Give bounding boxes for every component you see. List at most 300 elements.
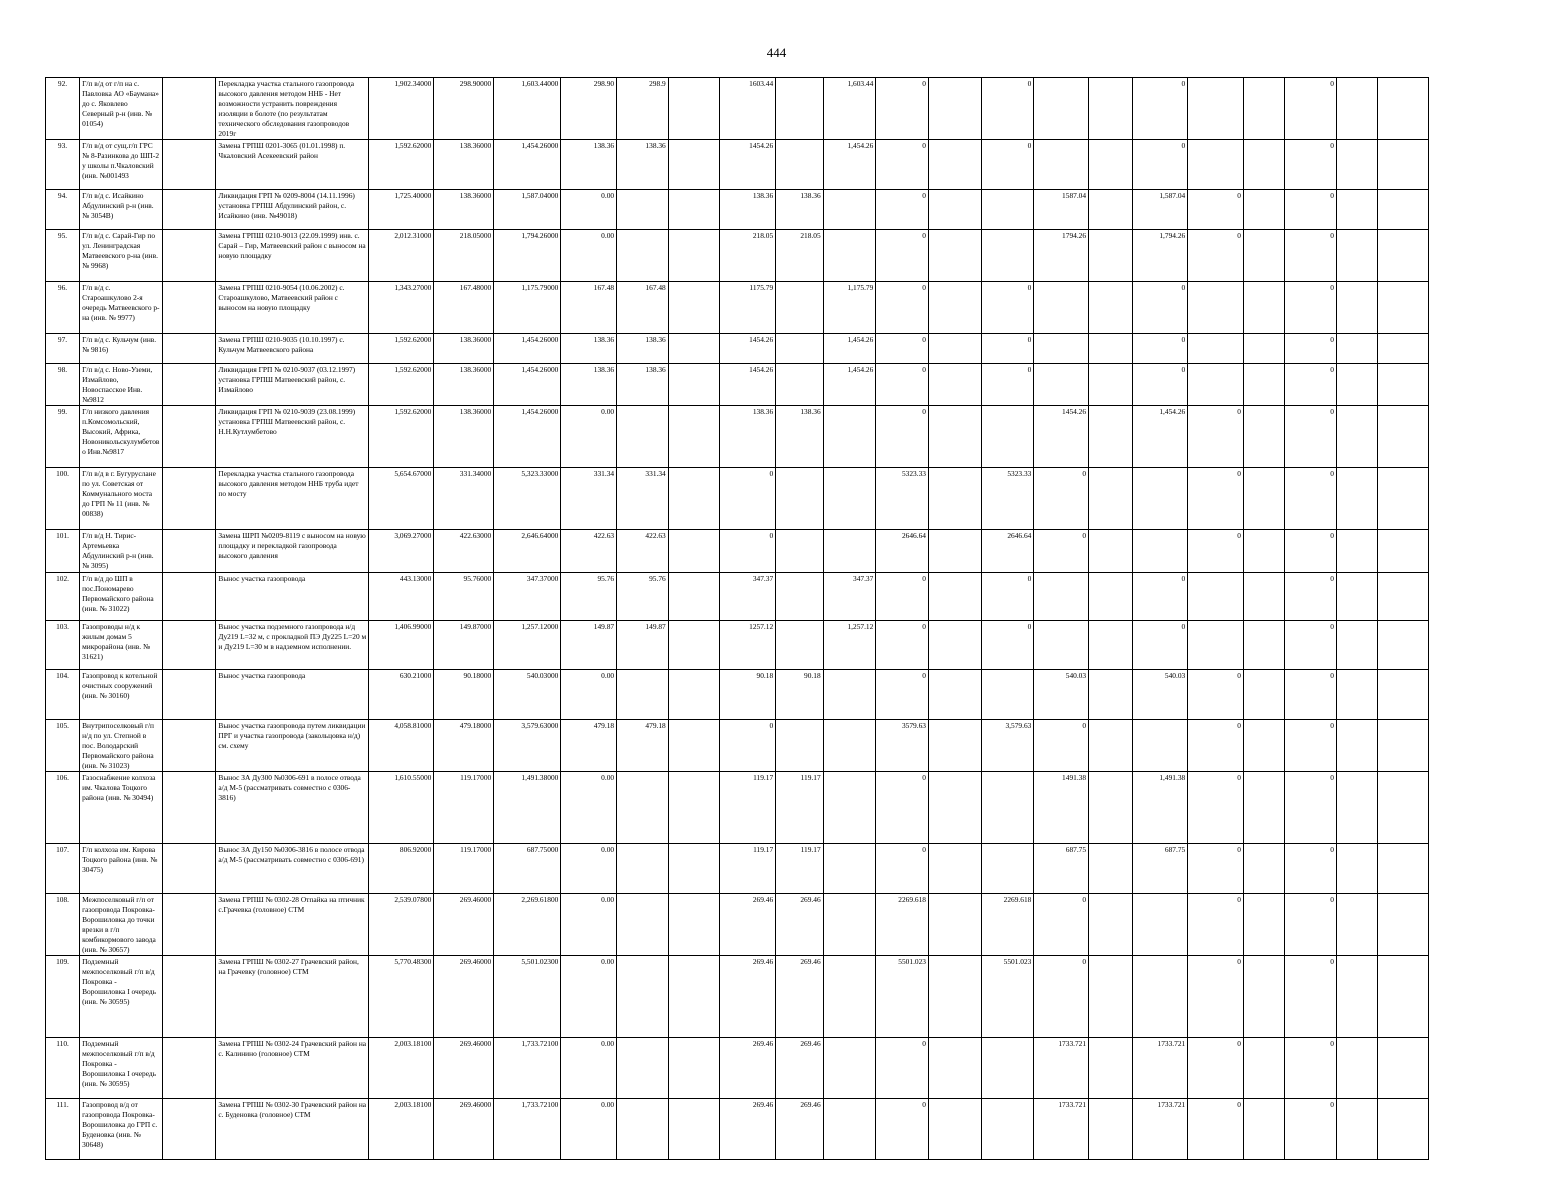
value-cell: 1,491.38: [1133, 772, 1188, 844]
value-cell: 0: [1285, 406, 1337, 468]
table-row: [46, 720, 1429, 772]
value-cell: [1089, 844, 1133, 894]
value-cell: 1,454.26000: [494, 364, 561, 406]
value-cell: [1336, 230, 1377, 282]
value-cell: 1454.26: [720, 334, 776, 364]
measure-cell: Замена ГРПШ 0210-9035 (10.10.1997) с. Кульчум Матвеевского района: [216, 334, 369, 364]
value-cell: 0.00: [561, 956, 617, 1038]
value-cell: [1243, 1038, 1284, 1099]
value-cell: 138.36: [776, 406, 824, 468]
value-cell: 1,454.26: [823, 334, 876, 364]
value-cell: 138.36: [776, 190, 824, 230]
value-cell: 2646.64: [981, 530, 1034, 573]
value-cell: 0: [876, 364, 929, 406]
value-cell: 0.00: [561, 844, 617, 894]
value-cell: [1243, 468, 1284, 530]
value-cell: [1378, 1099, 1429, 1160]
row-number-cell: 92.: [46, 78, 80, 140]
value-cell: [1188, 573, 1244, 621]
value-cell: [162, 190, 216, 230]
value-cell: [929, 364, 982, 406]
value-cell: 1,587.04000: [494, 190, 561, 230]
row-number-cell: 94.: [46, 190, 80, 230]
measure-cell: Ликвидация ГРП № 0210-9039 (23.08.1999) установка ГРПШ Матвеевский район, с. Н.Н.Кутлумбетово: [216, 406, 369, 468]
value-cell: 149.87: [617, 621, 669, 670]
value-cell: [162, 956, 216, 1038]
value-cell: [1089, 530, 1133, 573]
table-row: [46, 78, 1429, 140]
value-cell: 0: [981, 78, 1034, 140]
value-cell: [823, 1038, 876, 1099]
value-cell: [162, 530, 216, 573]
table-row: [46, 956, 1429, 1038]
row-number-cell: 95.: [46, 230, 80, 282]
value-cell: 1,175.79: [823, 282, 876, 334]
value-cell: 5,323.33000: [494, 468, 561, 530]
value-cell: 0: [1188, 230, 1244, 282]
value-cell: [1089, 720, 1133, 772]
object-name-cell: Межпоселковый г/п от газопровода Покровка-Ворошиловка до точки врезки в г/п комбикормового завода (инв. № 30657): [80, 894, 163, 956]
value-cell: 1733.721: [1034, 1099, 1089, 1160]
value-cell: [1089, 406, 1133, 468]
value-cell: [668, 720, 720, 772]
value-cell: [823, 670, 876, 720]
value-cell: [929, 844, 982, 894]
value-cell: 2,003.18100: [369, 1099, 434, 1160]
row-number-cell: 93.: [46, 140, 80, 190]
value-cell: 269.46: [776, 894, 824, 956]
value-cell: 687.75000: [494, 844, 561, 894]
value-cell: 0: [876, 1038, 929, 1099]
measure-cell: Перекладка участка стального газопровода высокого давления методом ННБ труба идет по мосту: [216, 468, 369, 530]
value-cell: [668, 844, 720, 894]
value-cell: 0: [1188, 190, 1244, 230]
value-cell: [1089, 468, 1133, 530]
value-cell: 0: [1133, 78, 1188, 140]
value-cell: [776, 468, 824, 530]
value-cell: [981, 406, 1034, 468]
value-cell: [1089, 573, 1133, 621]
value-cell: [823, 772, 876, 844]
value-cell: [1089, 364, 1133, 406]
value-cell: 1,733.72100: [494, 1038, 561, 1099]
value-cell: [1378, 670, 1429, 720]
value-cell: 0: [1188, 772, 1244, 844]
value-cell: 0: [876, 140, 929, 190]
value-cell: 138.36000: [434, 334, 494, 364]
value-cell: [162, 406, 216, 468]
value-cell: 0: [981, 621, 1034, 670]
value-cell: 479.18000: [434, 720, 494, 772]
value-cell: 3,069.27000: [369, 530, 434, 573]
object-name-cell: Г/п в/д с. Исайкино Абдулинский р-н (инв. № 3054В): [80, 190, 163, 230]
value-cell: 0: [876, 844, 929, 894]
value-cell: [1378, 230, 1429, 282]
value-cell: [1089, 334, 1133, 364]
value-cell: [929, 956, 982, 1038]
measure-cell: Ликвидация ГРП № 0209-8004 (14.11.1996) установка ГРПШ Абдулинский район, с. Исайкино (инв. №49018): [216, 190, 369, 230]
row-number-cell: 108.: [46, 894, 80, 956]
value-cell: [1336, 894, 1377, 956]
value-cell: [1378, 573, 1429, 621]
value-cell: [668, 956, 720, 1038]
value-cell: [617, 406, 669, 468]
value-cell: [823, 844, 876, 894]
value-cell: [1378, 190, 1429, 230]
value-cell: 0: [1285, 334, 1337, 364]
value-cell: [1133, 530, 1188, 573]
value-cell: 5323.33: [876, 468, 929, 530]
object-name-cell: Г/п в/д от г/п на с. Павловка АО «Баумана» до с. Яковлево Северный р-н (инв. № 01054): [80, 78, 163, 140]
value-cell: [162, 1099, 216, 1160]
value-cell: [1243, 406, 1284, 468]
value-cell: 269.46000: [434, 956, 494, 1038]
value-cell: 119.17: [720, 772, 776, 844]
value-cell: 90.18: [720, 670, 776, 720]
value-cell: [1378, 468, 1429, 530]
value-cell: 119.17000: [434, 772, 494, 844]
value-cell: [1034, 282, 1089, 334]
table-row: [46, 894, 1429, 956]
value-cell: 0: [981, 364, 1034, 406]
value-cell: 331.34000: [434, 468, 494, 530]
value-cell: [823, 894, 876, 956]
value-cell: 167.48000: [434, 282, 494, 334]
value-cell: [776, 282, 824, 334]
value-cell: 0: [876, 78, 929, 140]
value-cell: [1336, 772, 1377, 844]
value-cell: [776, 530, 824, 573]
value-cell: 119.17: [720, 844, 776, 894]
value-cell: [1243, 364, 1284, 406]
value-cell: 0: [1285, 468, 1337, 530]
row-number-cell: 98.: [46, 364, 80, 406]
value-cell: 90.18000: [434, 670, 494, 720]
value-cell: [929, 190, 982, 230]
value-cell: 1,587.04: [1133, 190, 1188, 230]
value-cell: [1243, 282, 1284, 334]
value-cell: 1,603.44: [823, 78, 876, 140]
value-cell: 2,539.07800: [369, 894, 434, 956]
value-cell: 1,175.79000: [494, 282, 561, 334]
row-number-cell: 99.: [46, 406, 80, 468]
value-cell: 1,454.26: [823, 364, 876, 406]
value-cell: [776, 334, 824, 364]
measure-cell: Замена ГРПШ 0201-3065 (01.01.1998) п. Чкаловский Асекеевский район: [216, 140, 369, 190]
value-cell: 0: [1188, 670, 1244, 720]
value-cell: [1243, 573, 1284, 621]
value-cell: [823, 406, 876, 468]
value-cell: 5501.023: [876, 956, 929, 1038]
value-cell: [617, 772, 669, 844]
value-cell: 0.00: [561, 190, 617, 230]
table-row: [46, 406, 1429, 468]
value-cell: 298.9: [617, 78, 669, 140]
value-cell: 1,454.26: [823, 140, 876, 190]
value-cell: [1378, 334, 1429, 364]
value-cell: 1733.721: [1034, 1038, 1089, 1099]
value-cell: [1378, 1038, 1429, 1099]
object-name-cell: Подземный межпоселковый г/п в/д Покровка - Ворошиловка I очередь (инв. № 30595): [80, 956, 163, 1038]
value-cell: [1378, 78, 1429, 140]
value-cell: 119.17000: [434, 844, 494, 894]
value-cell: [776, 140, 824, 190]
value-cell: [1089, 190, 1133, 230]
value-cell: 1733.721: [1133, 1099, 1188, 1160]
value-cell: [1133, 468, 1188, 530]
object-name-cell: Г/п колхоза им. Кирова Тоцкого района (инв. № 30475): [80, 844, 163, 894]
value-cell: [668, 468, 720, 530]
value-cell: [929, 230, 982, 282]
value-cell: [1336, 956, 1377, 1038]
value-cell: [162, 364, 216, 406]
value-cell: 1,454.26000: [494, 140, 561, 190]
value-cell: [162, 140, 216, 190]
value-cell: 0: [1034, 468, 1089, 530]
value-cell: 1,454.26000: [494, 334, 561, 364]
value-cell: 0: [876, 1099, 929, 1160]
value-cell: [1089, 621, 1133, 670]
value-cell: 331.34: [561, 468, 617, 530]
row-number-cell: 96.: [46, 282, 80, 334]
value-cell: [776, 78, 824, 140]
value-cell: 0: [876, 334, 929, 364]
value-cell: 1491.38: [1034, 772, 1089, 844]
value-cell: [1089, 230, 1133, 282]
table-row: [46, 530, 1429, 573]
row-number-cell: 110.: [46, 1038, 80, 1099]
value-cell: [1336, 334, 1377, 364]
value-cell: [1089, 1099, 1133, 1160]
value-cell: 1,592.62000: [369, 334, 434, 364]
measure-cell: Замена ГРПШ 0210-9054 (10.06.2002) с. Староашкулово, Матвеевский район с выносом на новую площадку: [216, 282, 369, 334]
value-cell: 1587.04: [1034, 190, 1089, 230]
value-cell: 0: [1133, 282, 1188, 334]
value-cell: 0.00: [561, 772, 617, 844]
value-cell: [1243, 1099, 1284, 1160]
value-cell: 0: [1285, 772, 1337, 844]
value-cell: 0: [876, 230, 929, 282]
value-cell: 138.36000: [434, 140, 494, 190]
value-cell: [823, 468, 876, 530]
value-cell: [929, 720, 982, 772]
value-cell: [1034, 364, 1089, 406]
object-name-cell: Внутрипоселковый г/п н/д по ул. Степной в пос. Володарский Первомайского района (инв. № 31023): [80, 720, 163, 772]
value-cell: 149.87: [561, 621, 617, 670]
value-cell: [981, 1099, 1034, 1160]
value-cell: 1,603.44000: [494, 78, 561, 140]
measure-cell: Вынос участка подземного газопровода н/д Ду219 L=32 м, с прокладкой ПЭ Ду225 L=20 м и Ду219 L=30 м в надземном исполнении.: [216, 621, 369, 670]
value-cell: 0: [1285, 230, 1337, 282]
value-cell: 0: [1285, 282, 1337, 334]
value-cell: 1,406.99000: [369, 621, 434, 670]
value-cell: 0: [876, 621, 929, 670]
value-cell: [668, 78, 720, 140]
value-cell: [1378, 282, 1429, 334]
object-name-cell: Г/п в/д с. Сарай-Гир по ул. Ленинградская Матвеевского р-на (инв. № 9968): [80, 230, 163, 282]
object-name-cell: Г/п в/д с. Староашкулово 2-я очередь Матвеевского р-на (инв. № 9977): [80, 282, 163, 334]
object-name-cell: Г/п в/д от сущ.г/п ГРС № 8-Разинкова до ШП-2 у школы п.Чкаловский (инв. №001493: [80, 140, 163, 190]
row-number-cell: 101.: [46, 530, 80, 573]
row-number-cell: 97.: [46, 334, 80, 364]
table-row: [46, 772, 1429, 844]
row-number-cell: 109.: [46, 956, 80, 1038]
value-cell: 4,058.81000: [369, 720, 434, 772]
value-cell: 0: [1285, 573, 1337, 621]
value-cell: 540.03: [1034, 670, 1089, 720]
value-cell: [776, 720, 824, 772]
value-cell: 0.00: [561, 1038, 617, 1099]
value-cell: [1336, 406, 1377, 468]
value-cell: [1378, 621, 1429, 670]
object-name-cell: Г/п в/д Н. Тирис-Артемьевка Абдулинский р-н (инв. № 3095): [80, 530, 163, 573]
value-cell: [1336, 720, 1377, 772]
value-cell: [162, 772, 216, 844]
value-cell: [668, 670, 720, 720]
data-table: [45, 77, 1429, 1160]
row-number-cell: 103.: [46, 621, 80, 670]
table-row: [46, 670, 1429, 720]
value-cell: [617, 1038, 669, 1099]
value-cell: 2,646.64000: [494, 530, 561, 573]
value-cell: 0: [1133, 334, 1188, 364]
value-cell: 2,003.18100: [369, 1038, 434, 1099]
value-cell: 1,902.34000: [369, 78, 434, 140]
value-cell: [929, 621, 982, 670]
value-cell: [1034, 140, 1089, 190]
object-name-cell: Газопроводы н/д к жилым домам 5 микрорайона (инв. № 31621): [80, 621, 163, 670]
value-cell: 0: [1285, 844, 1337, 894]
value-cell: 630.21000: [369, 670, 434, 720]
value-cell: 138.36: [720, 190, 776, 230]
value-cell: [668, 621, 720, 670]
value-cell: 218.05: [720, 230, 776, 282]
value-cell: [981, 772, 1034, 844]
value-cell: [981, 1038, 1034, 1099]
measure-cell: Вынос участка газопровода путем ликвидации ПРГ и участка газопровода (закольцовка н/д) см. схему: [216, 720, 369, 772]
measure-cell: Вынос ЗА Ду300 №0306-691 в полосе отвода а/д М-5 (рассматривать совместно с 0306-3816): [216, 772, 369, 844]
table-row: [46, 334, 1429, 364]
value-cell: [823, 720, 876, 772]
value-cell: [929, 1099, 982, 1160]
value-cell: 0: [1285, 364, 1337, 406]
value-cell: 0: [876, 282, 929, 334]
value-cell: 1454.26: [1034, 406, 1089, 468]
value-cell: 0: [981, 140, 1034, 190]
value-cell: 0: [1133, 364, 1188, 406]
value-cell: 1,592.62000: [369, 406, 434, 468]
value-cell: 0: [1188, 1099, 1244, 1160]
value-cell: 0: [981, 334, 1034, 364]
value-cell: 0: [1285, 530, 1337, 573]
value-cell: 1257.12: [720, 621, 776, 670]
value-cell: [668, 1038, 720, 1099]
value-cell: [668, 364, 720, 406]
value-cell: [668, 894, 720, 956]
value-cell: 5,770.48300: [369, 956, 434, 1038]
value-cell: [1336, 468, 1377, 530]
object-name-cell: Г/п в/д в г. Бугуруслане по ул. Советская от Коммунального моста до ГРП № 11 (инв. № 00838): [80, 468, 163, 530]
value-cell: [617, 670, 669, 720]
value-cell: [1034, 78, 1089, 140]
value-cell: 138.36: [561, 334, 617, 364]
value-cell: [1336, 140, 1377, 190]
value-cell: [1133, 720, 1188, 772]
value-cell: 0: [1285, 720, 1337, 772]
value-cell: 1733.721: [1133, 1038, 1188, 1099]
value-cell: 269.46: [720, 1099, 776, 1160]
table-row: [46, 1038, 1429, 1099]
value-cell: [617, 1099, 669, 1160]
value-cell: 1603.44: [720, 78, 776, 140]
value-cell: [929, 468, 982, 530]
value-cell: 138.36: [617, 364, 669, 406]
row-number-cell: 107.: [46, 844, 80, 894]
table-row: [46, 190, 1429, 230]
value-cell: 138.36: [561, 140, 617, 190]
value-cell: [162, 720, 216, 772]
value-cell: 479.18: [617, 720, 669, 772]
value-cell: [1089, 772, 1133, 844]
value-cell: 0: [720, 530, 776, 573]
value-cell: 0: [720, 720, 776, 772]
value-cell: [929, 282, 982, 334]
value-cell: [1089, 140, 1133, 190]
value-cell: [162, 844, 216, 894]
value-cell: 138.36000: [434, 364, 494, 406]
value-cell: 0: [1285, 1038, 1337, 1099]
value-cell: 0: [1285, 670, 1337, 720]
value-cell: [1089, 1038, 1133, 1099]
value-cell: 0: [1188, 720, 1244, 772]
value-cell: 0: [1034, 720, 1089, 772]
table-row: [46, 621, 1429, 670]
value-cell: 167.48: [617, 282, 669, 334]
value-cell: 0: [1188, 844, 1244, 894]
value-cell: [162, 1038, 216, 1099]
value-cell: 119.17: [776, 772, 824, 844]
value-cell: [981, 670, 1034, 720]
value-cell: [1378, 140, 1429, 190]
value-cell: [162, 894, 216, 956]
value-cell: [1243, 230, 1284, 282]
value-cell: [1336, 530, 1377, 573]
value-cell: [617, 230, 669, 282]
value-cell: [617, 956, 669, 1038]
value-cell: 443.13000: [369, 573, 434, 621]
value-cell: [1089, 894, 1133, 956]
value-cell: 269.46: [776, 1099, 824, 1160]
value-cell: [1336, 1038, 1377, 1099]
value-cell: [981, 190, 1034, 230]
value-cell: 0: [1285, 956, 1337, 1038]
value-cell: 540.03000: [494, 670, 561, 720]
value-cell: 269.46: [720, 1038, 776, 1099]
value-cell: 0: [876, 772, 929, 844]
value-cell: 0: [981, 282, 1034, 334]
value-cell: 0: [876, 670, 929, 720]
value-cell: 1454.26: [720, 140, 776, 190]
value-cell: 167.48: [561, 282, 617, 334]
value-cell: [668, 772, 720, 844]
value-cell: [776, 621, 824, 670]
row-number-cell: 105.: [46, 720, 80, 772]
value-cell: 138.36: [617, 334, 669, 364]
value-cell: 1,794.26000: [494, 230, 561, 282]
value-cell: [1243, 670, 1284, 720]
value-cell: [1188, 78, 1244, 140]
value-cell: [929, 1038, 982, 1099]
